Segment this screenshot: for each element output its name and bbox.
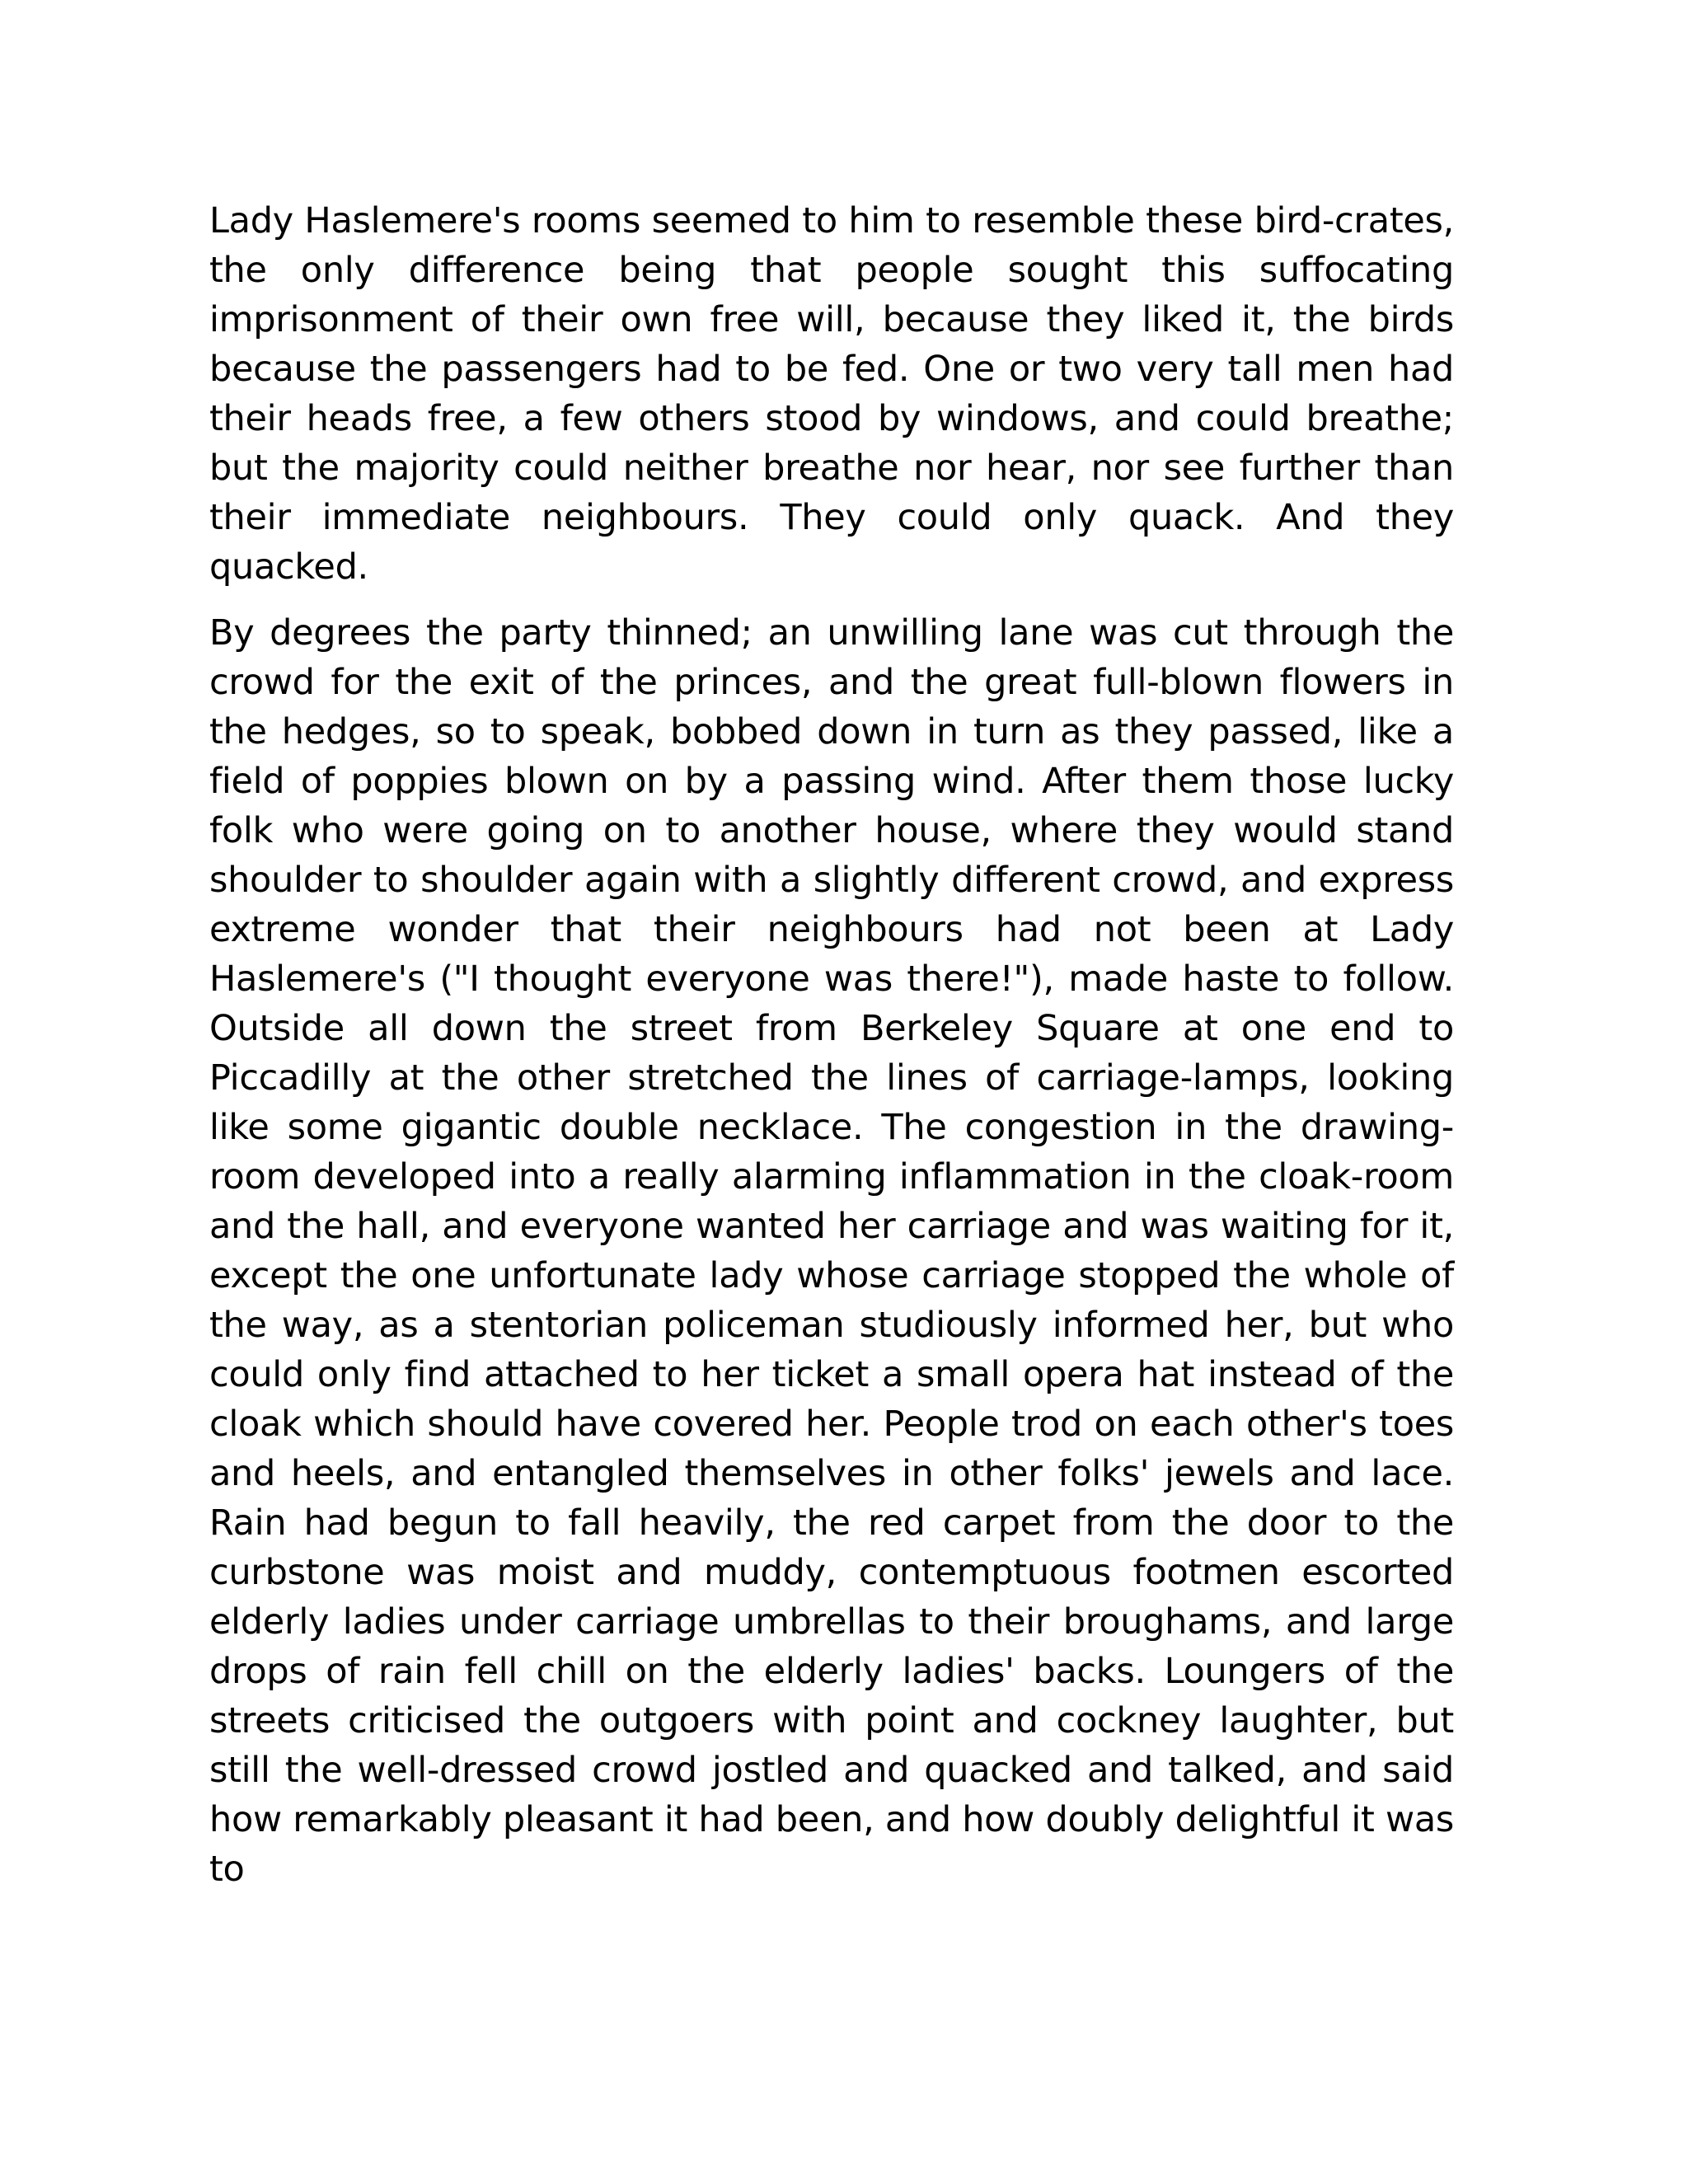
paragraph-2: By degrees the party thinned; an unwilling lane was cut through the crowd for the exit of the princes, and the great full-blown flowers in the hedges, so to speak, bobbed down in turn as they passed, like a field of poppies blown on by a passing wind. After them those lucky folk who were going on to another house, where they would stand shoulder to shoulder again with a slightly different crowd, and express extreme wonder that their neighbours had not been at Lady Haslemere's ("I thought everyone was there!"), made haste to follow. Outside all down the street from Berkeley Square at one end to Piccadilly at the other stretched the lines of carriage-lamps, looking like some gigantic double necklace. The congestion in the drawing-room developed into a really alarming inflammation in the cloak-room and the hall, and everyone wanted her carriage and was waiting for it, except the one unfortunate lady whose carriage stopped the whole of the way, as a stentorian policeman studiously informed her, but who could only find attached to her ticket a small opera hat instead of the cloak which should have covered her. People trod on each other's toes and heels, and entangled themselves in other folks' jewels and lace. Rain had begun to fall heavily, the red carpet from the door to the curbstone was moist and muddy, contemptuous footmen escorted elderly ladies under carriage umbrellas to their broughams, and large drops of rain fell chill on the elderly ladies' backs. Loungers of the streets criticised the outgoers with point and cockney laughter, but still the well-dressed crowd jostled and quacked and talked, and said how remarkably pleasant it had been, and how doubly delightful it was to — [209, 612, 1454, 1890]
body-text — [209, 196, 1454, 1910]
paragraph-1: Lady Haslemere's rooms seemed to him to resemble these bird-crates, the only difference being that people sought this suffocating imprisonment of their own free will, because they liked it, the birds because the passengers had to be fed. One or two very tall men had their heads free, a few others stood by windows, and could breathe; but the majority could neither breathe nor hear, nor see further than their immediate neighbours. They could only quack. And they quacked. — [209, 200, 1454, 588]
